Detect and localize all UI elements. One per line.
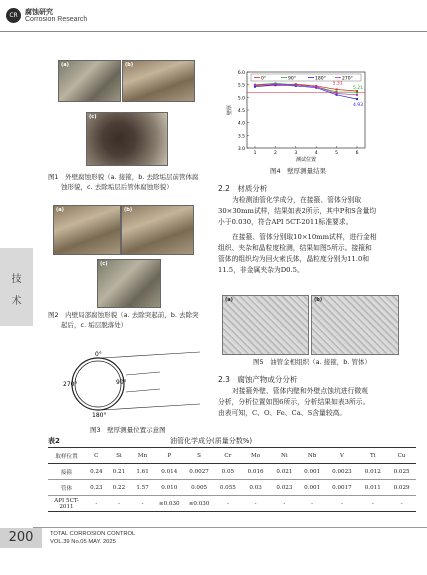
table-header-cell: Nb <box>299 448 326 464</box>
journal-title-en: Corrosion Research <box>25 16 88 23</box>
table-header-cell: P <box>155 448 184 464</box>
y-tick-label: 5.5 <box>237 83 245 89</box>
table-cell: ≤0.030 <box>155 496 184 512</box>
table-cell: - <box>241 496 270 512</box>
table-cell: 0.05 <box>214 464 241 480</box>
table-cell: 0.0027 <box>184 464 215 480</box>
fig1-label-c: (c) <box>89 114 97 120</box>
section-2-3-body <box>218 386 418 420</box>
table-cell: 0.23 <box>85 480 108 496</box>
y-tick-label: 4.0 <box>237 121 245 127</box>
fig2-label-b: (b) <box>124 207 133 213</box>
table-cell: API 5CT-2011 <box>48 496 85 512</box>
table-cell: 0.012 <box>358 464 387 480</box>
angle-label-180: 180° <box>92 412 107 418</box>
series-point <box>356 94 358 96</box>
table-header-cell: V <box>325 448 358 464</box>
table-cell: - <box>325 496 358 512</box>
table-cell: 0.055 <box>214 480 241 496</box>
table-cell: - <box>299 496 326 512</box>
series-point <box>336 93 338 95</box>
table-cell: 0.021 <box>270 464 299 480</box>
fig2-caption-line: 起后，c. 垢层脱落处） <box>48 321 128 329</box>
table-header-cell: Cr <box>214 448 241 464</box>
legend-label: 270° <box>342 76 353 82</box>
text-line: 组织、夹杂和晶粒度检测，结果如图5所示。接箍和 <box>218 243 372 252</box>
table-header-cell: Cu <box>387 448 416 464</box>
section-2-2-body <box>218 195 418 276</box>
legend-label: 0° <box>261 76 267 82</box>
side-tab-char: 技 <box>11 274 22 285</box>
table-cell: 0.011 <box>358 480 387 496</box>
table-cell: 0.010 <box>155 480 184 496</box>
table-cell: - <box>85 496 108 512</box>
table-cell: 0.023 <box>270 480 299 496</box>
y-tick-label: 3.0 <box>237 147 245 152</box>
fig1-photo-b <box>122 60 195 102</box>
fig4-chart <box>225 56 373 164</box>
table-row <box>48 464 416 480</box>
table-row <box>48 496 416 512</box>
table-cell: 0.029 <box>387 480 416 496</box>
table2-title: 油管化学成分(质量分数%) <box>170 437 253 445</box>
series-point <box>356 91 358 93</box>
table-cell: 1.61 <box>130 464 155 480</box>
header-divider <box>0 31 427 32</box>
page-number: 200 <box>0 528 42 548</box>
table-header-cell: Si <box>108 448 131 464</box>
fig2-label-c: (c) <box>100 261 108 267</box>
fig1-label-b: (b) <box>125 62 134 68</box>
table-header-cell: S <box>184 448 215 464</box>
fig4-caption: 图4 壁厚测量结果 <box>270 167 327 175</box>
table-cell: 0.03 <box>241 480 270 496</box>
footer-issue: VOL.39 No.05 MAY. 2025 <box>50 539 116 545</box>
footer-divider <box>33 527 427 528</box>
legend-label: 180° <box>315 76 326 82</box>
fig2-caption <box>48 310 213 330</box>
table2-label: 表2 <box>48 437 60 445</box>
table-header-cell: Ni <box>270 448 299 464</box>
annotation: 5.31 <box>332 81 343 87</box>
angle-label-270: 270° <box>63 381 78 388</box>
table-header-cell: Ti <box>358 448 387 464</box>
table-cell: 0.001 <box>299 480 326 496</box>
pipe-top-edge <box>102 352 200 358</box>
measure-arrow <box>126 389 160 392</box>
fig1-caption <box>48 172 213 192</box>
pipe-bottom-edge <box>102 404 200 410</box>
text-line: 分析，分析位置如图6所示，分析结果如表3所示。 <box>218 398 370 407</box>
x-tick-label: 3 <box>294 151 298 156</box>
table-cell: - <box>108 496 131 512</box>
side-tab-char: 术 <box>11 296 22 307</box>
pipe-inner-circle <box>75 361 121 407</box>
fig2-photo-a <box>53 205 121 255</box>
fig1-caption-line: 图1 外壁腐蚀形貌（a. 接箍，b. 去除垢层前管体腐 <box>48 173 199 181</box>
table-cell: 1.57 <box>130 480 155 496</box>
plot-frame <box>247 72 365 148</box>
journal-title-cn: 腐蚀研究 <box>25 8 53 16</box>
section-2-2-title: 2.2 材质分析 <box>218 184 268 193</box>
x-axis-title: 测试位置 <box>295 157 317 163</box>
angle-label-90: 90° <box>116 379 127 386</box>
y-tick-label: 6.0 <box>237 71 245 76</box>
fig5-label-b: (b) <box>314 297 323 303</box>
fig1-photo-a <box>58 60 121 102</box>
table-cell: ≤0.030 <box>184 496 215 512</box>
y-axis-title: 壁厚 <box>227 104 233 116</box>
x-tick-label: 4 <box>314 151 318 156</box>
table-cell: 0.0023 <box>325 464 358 480</box>
annotation: 4.93 <box>353 103 364 109</box>
fig3-caption: 图3 壁厚测量位置示意图 <box>90 426 166 434</box>
x-tick-label: 5 <box>335 151 339 156</box>
table-row <box>48 480 416 496</box>
series-point <box>295 84 297 86</box>
series-point <box>336 88 338 90</box>
measure-arrow <box>126 372 160 375</box>
fig2-photo-b <box>121 205 194 255</box>
footer-journal: TOTAL CORROSION CONTROL <box>50 531 136 537</box>
table-header-row <box>48 448 416 464</box>
angle-label-0: 0° <box>95 351 102 358</box>
legend-label: 90° <box>288 76 296 82</box>
table-header-cell: Mo <box>241 448 270 464</box>
text-line: 11.5，非金属夹杂为D0.5。 <box>218 266 304 275</box>
fig3-diagram <box>60 350 210 418</box>
table-cell: 0.22 <box>108 480 131 496</box>
annotation: 5.21 <box>353 86 364 92</box>
fig5-label-a: (a) <box>225 297 233 303</box>
table-cell: - <box>214 496 241 512</box>
series-point <box>315 86 317 88</box>
fig5-micrograph-a <box>222 295 309 355</box>
text-line: 管体的组织均为回火索氏体，晶粒度分别为11.0和 <box>218 255 370 264</box>
journal-logo: CR <box>6 8 21 23</box>
table-cell: - <box>358 496 387 512</box>
text-line: 对接箍外壁、管体内壁和外壁点蚀坑进行微观 <box>232 387 368 395</box>
fig1-label-a: (a) <box>61 62 69 68</box>
table-header-cell: Mn <box>130 448 155 464</box>
text-line: 在接箍、管体分别取10×10mm试样，进行金相 <box>232 232 377 241</box>
text-line: 小于0.030，符合API 5CT-2011标准要求。 <box>218 218 353 227</box>
x-tick-label: 6 <box>355 151 359 156</box>
text-line: 为检测油管化学成分，在接箍、管体分别取 <box>232 196 362 204</box>
table2 <box>48 447 416 512</box>
fig2-caption-line: 图2 内壁局部腐蚀形貌（a. 去除突起前，b. 去除突 <box>48 311 199 319</box>
table-cell: 管体 <box>48 480 85 496</box>
section-2-3-title: 2.3 腐蚀产物成分分析 <box>218 375 298 384</box>
text-line: 30×30mm试样，结果如表2所示，其中P和S含量均 <box>218 207 377 216</box>
section-side-tab <box>0 248 33 326</box>
fig5-micrograph-b <box>311 295 399 355</box>
table-cell: 0.016 <box>241 464 270 480</box>
fig1-caption-line: 蚀形貌，c. 去除垢层后管体腐蚀形貌） <box>48 183 173 191</box>
y-tick-label: 4.5 <box>237 109 245 114</box>
table-cell: 0.014 <box>155 464 184 480</box>
table-cell: 0.001 <box>299 464 326 480</box>
table-cell: 0.0017 <box>325 480 358 496</box>
table-header-cell: C <box>85 448 108 464</box>
x-tick-label: 2 <box>273 151 277 156</box>
fig2-photo-c <box>97 259 161 308</box>
y-tick-label: 3.5 <box>237 134 245 140</box>
table-cell: 0.24 <box>85 464 108 480</box>
table-header-cell: 取样位置 <box>48 448 85 464</box>
table-cell: 0.21 <box>108 464 131 480</box>
y-tick-label: 5.0 <box>237 96 245 102</box>
table-cell: 接箍 <box>48 464 85 480</box>
table-cell: 0.005 <box>184 480 215 496</box>
fig5-caption: 图5 油管金相组织（a. 接箍，b. 管体） <box>253 358 372 366</box>
series-point <box>356 98 358 100</box>
fig1-photo-c <box>86 112 168 166</box>
text-line: 由表可知，C、O、Fe、Ca、S含量较高。 <box>218 409 347 418</box>
series-point <box>274 83 276 85</box>
fig2-label-a: (a) <box>56 207 64 213</box>
x-tick-label: 1 <box>253 151 257 156</box>
table-cell: - <box>270 496 299 512</box>
table-cell: - <box>387 496 416 512</box>
table-cell: 0.025 <box>387 464 416 480</box>
series-point <box>254 84 256 86</box>
table-cell: - <box>130 496 155 512</box>
